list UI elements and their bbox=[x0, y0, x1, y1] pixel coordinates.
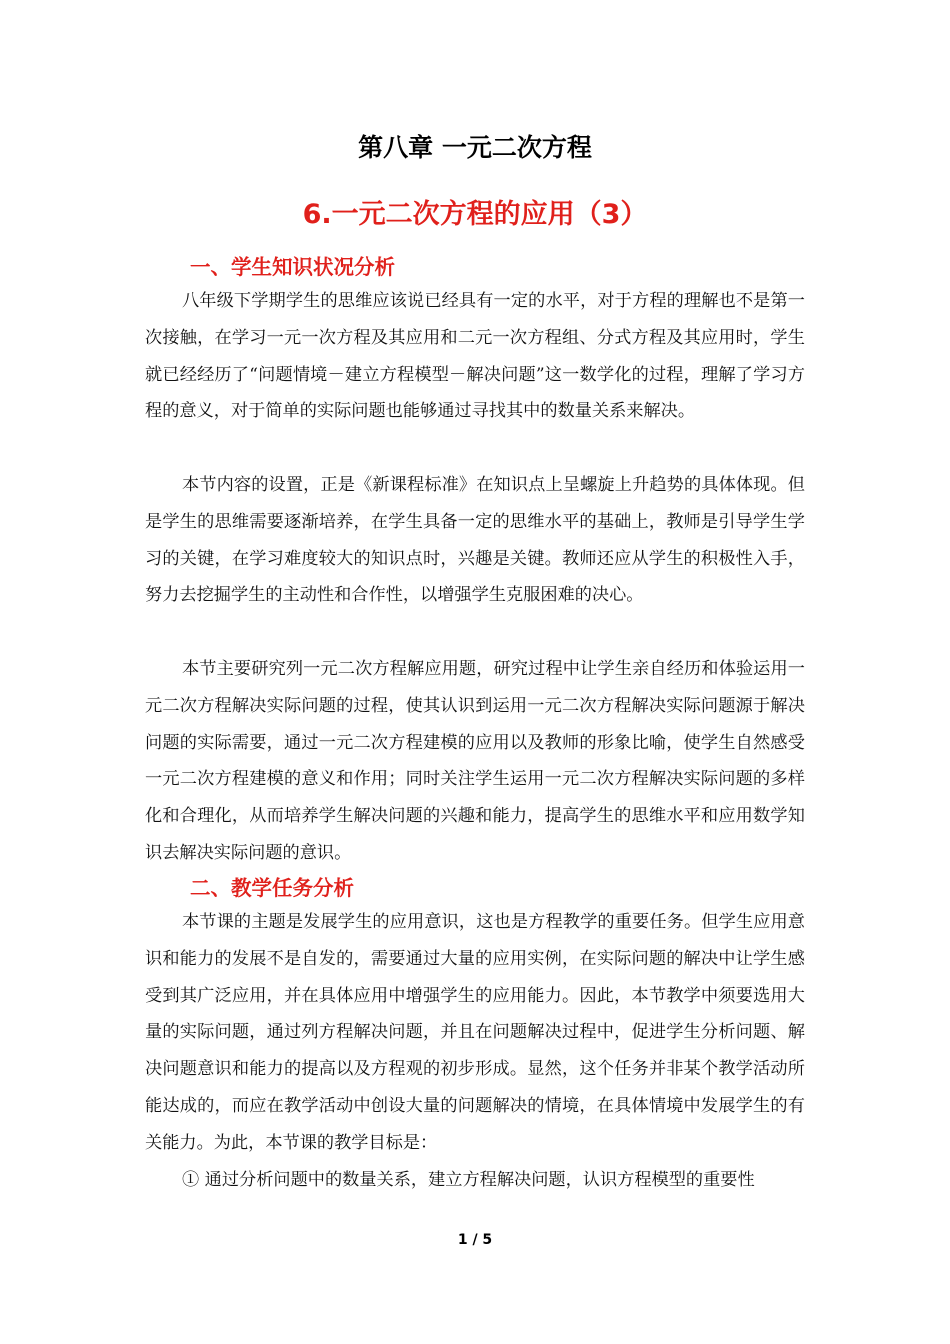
section-heading-task-analysis: 二、教学任务分析 bbox=[190, 876, 354, 900]
chapter-title: 第八章 一元二次方程 bbox=[358, 133, 592, 162]
page-number: 1 / 5 bbox=[457, 1232, 493, 1248]
paragraph: 本节主要研究列一元二次方程解应用题，研究过程中让学生亲自经历和体验运用一元二次方程解决实际问题的过程，使其认识到运用一元二次方程解决实际问题源于解决问题的实际需要，通过一元二次方程建模的应用以及教师的形象比喻，使学生自然感受一元二次方程建模的意义和作用；同时关注学生运用一元二次方程解决实际问题的多样化和合理化，从而培养学生解决问题的兴趣和能力，提高学生的思维水平和应用数学知识去解决实际问题的意识。 bbox=[145, 659, 805, 863]
paragraph: 本节课的主题是发展学生的应用意识，这也是方程教学的重要任务。但学生应用意识和能力的发展不是自发的，需要通过大量的应用实例，在实际问题的解决中让学生感受到其广泛应用，并在具体应用中增强学生的应用能力。因此，本节教学中须要选用大量的实际问题，通过列方程解决问题，并且在问题解决过程中，促进学生分析问题、解决问题意识和能力的提高以及方程观的初步形成。显然，这个任务并非某个教学活动所能达成的，而应在教学活动中创设大量的问题解决的情境，在具体情境中发展学生的有关能力。为此，本节课的教学目标是： bbox=[145, 912, 805, 1153]
lesson-title: 6.一元二次方程的应用（3） bbox=[302, 199, 648, 230]
paragraph: 八年级下学期学生的思维应该说已经具有一定的水平，对于方程的理解也不是第一次接触，在学习一元一次方程及其应用和二元一次方程组、分式方程及其应用时，学生就已经经历了“问题情境－建立方程模型－解决问题”这一数学化的过程，理解了学习方程的意义，对于简单的实际问题也能够通过寻找其中的数量关系来解决。 bbox=[145, 291, 805, 422]
section-heading-student-analysis: 一、学生知识状况分析 bbox=[190, 255, 395, 279]
paragraph-objective-1: ① 通过分析问题中的数量关系，建立方程解决问题，认识方程模型的重要性 bbox=[182, 1170, 755, 1190]
paragraph: 本节内容的设置，正是《新课程标准》在知识点上呈螺旋上升趋势的具体体现。但是学生的思维需要逐渐培养，在学生具备一定的思维水平的基础上，教师是引导学生学习的关键，在学习难度较大的知识点时，兴趣是关键。教师还应从学生的积极性入手，努力去挖掘学生的主动性和合作性，以增强学生克服困难的决心。 bbox=[145, 475, 805, 606]
